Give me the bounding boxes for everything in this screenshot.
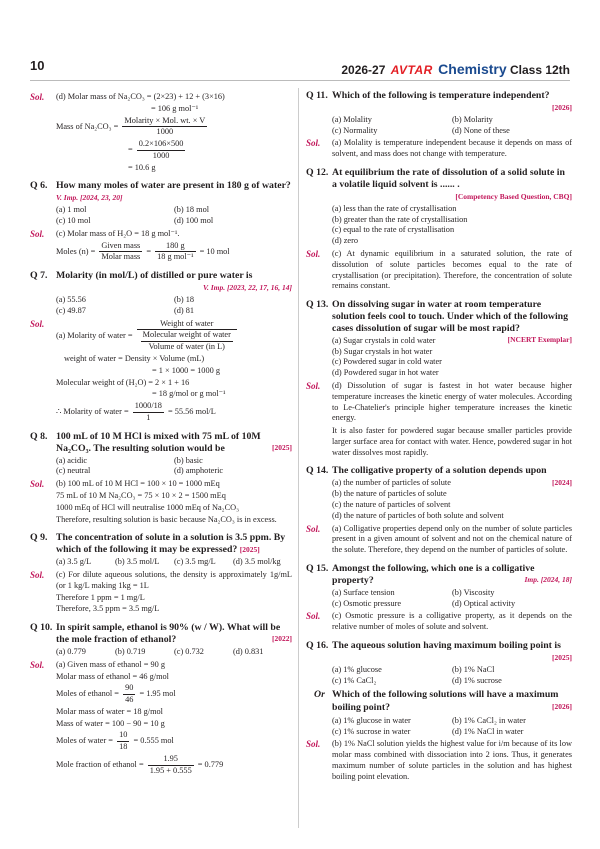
edition-year: 2026-27 bbox=[341, 63, 386, 77]
option: (a) 3.5 g/L bbox=[56, 557, 92, 567]
sol-line: 75 mL of 10 M Na₂CO₃ = 75 × 10 × 2 = 1500 mEq bbox=[56, 490, 226, 500]
denominator: 18 g mol⁻¹ bbox=[157, 252, 194, 262]
solution-q13 bbox=[306, 381, 572, 458]
option: (d) Powdered sugar in hot water bbox=[332, 368, 439, 378]
option: (c) 49.87 bbox=[56, 305, 86, 315]
option: (c) 0.732 bbox=[174, 646, 204, 656]
numerator: 1.95 bbox=[148, 754, 194, 766]
option: (b) greater than the rate of crystallisation bbox=[332, 214, 468, 224]
fraction bbox=[155, 241, 195, 264]
option: (c) 3.5 mg/L bbox=[174, 557, 216, 567]
right-column bbox=[306, 90, 572, 782]
fraction bbox=[123, 683, 135, 706]
solution-q12 bbox=[306, 249, 572, 292]
question-number: Q 8. bbox=[30, 430, 48, 442]
subject-title: Chemistry bbox=[438, 61, 507, 77]
publisher-logo: AVTAR bbox=[390, 63, 433, 77]
option: (b) 1% CaCl₂ in water bbox=[452, 715, 526, 725]
year-tag: [2022] bbox=[272, 634, 292, 643]
numerator: 0.2×106×500 bbox=[137, 139, 186, 151]
eq-rhs: = 1.95 mol bbox=[139, 689, 176, 699]
sol-line: Therefore, resulting solution is basic because Na₂CO₃ is in excess. bbox=[56, 514, 277, 524]
option: (c) 1% CaCl₂ bbox=[332, 675, 377, 685]
question-q15 bbox=[306, 563, 572, 587]
header-rule bbox=[30, 80, 570, 81]
question-number: Q 6. bbox=[30, 180, 48, 192]
eq-lhs: Mole fraction of ethanol = bbox=[56, 760, 144, 770]
options bbox=[306, 204, 572, 247]
option: (c) Normality bbox=[332, 125, 378, 135]
question-text: Molarity (in mol/L) of distilled or pure water is bbox=[56, 270, 253, 282]
option: (b) 18 mol bbox=[174, 205, 210, 215]
option: (d) zero bbox=[332, 236, 359, 246]
option: (d) 0.831 bbox=[233, 646, 264, 656]
importance-tag: Imp. [2024, 18] bbox=[524, 574, 572, 584]
option: (b) Viscosity bbox=[452, 587, 495, 597]
numerator: 180 g bbox=[155, 241, 195, 253]
sol-label: Sol. bbox=[306, 138, 321, 149]
solution-q8 bbox=[30, 479, 292, 525]
class-label: Class 12th bbox=[509, 63, 570, 77]
fraction bbox=[99, 241, 142, 264]
option: (c) the nature of particles of solvent bbox=[332, 499, 451, 509]
or-label: Or bbox=[314, 689, 325, 701]
sol-line: = 1 × 1000 = 1000 g bbox=[152, 365, 220, 375]
importance-tag: V. Imp. [2024, 23, 20] bbox=[56, 193, 123, 203]
sol-line: 1000 mEq of HCl will neutralise 1000 mEq of Na₂CO₃ bbox=[56, 502, 239, 512]
sol-line: (a) Given mass of ethanol = 90 g bbox=[56, 659, 166, 669]
option bbox=[332, 478, 572, 489]
option: (a) 1 mol bbox=[56, 205, 87, 215]
question-text: In spirit sample, ethanol is 90% (w / W). What will be the mole fraction of ethanol? bbox=[56, 622, 281, 645]
question-text: 100 mL of 10 M HCl is mixed with 75 mL of 10M Na₂CO₃. The resulting solution would be bbox=[56, 430, 261, 454]
question-number: Q 10. bbox=[30, 622, 53, 634]
option: (b) Molarity bbox=[452, 114, 493, 124]
sol-text: (a) Colligative properties depend only on the number of solute particles present in a given amount of solvent and not on the chemical nature of the solute. Therefore, they depend on the number of particles of solute. bbox=[332, 523, 572, 555]
solution-q11 bbox=[306, 138, 572, 160]
equals-sign: = bbox=[128, 145, 133, 155]
option: (b) the nature of particles of solute bbox=[332, 489, 447, 499]
option: (d) None of these bbox=[452, 125, 510, 135]
importance-tag: V. Imp. [2023, 22, 17, 16, 14] bbox=[202, 283, 292, 293]
option: (b) basic bbox=[174, 455, 203, 465]
equals-sign: = bbox=[146, 246, 152, 256]
option: (b) 18 bbox=[174, 295, 195, 305]
sol-label: Sol. bbox=[30, 318, 45, 329]
sol-equation bbox=[56, 116, 292, 139]
sol-label: Sol. bbox=[306, 739, 321, 750]
eq-lhs: (a) Molarity of water = bbox=[56, 330, 133, 340]
question-q9 bbox=[30, 532, 292, 556]
option: (a) Sugar crystals in cold water bbox=[332, 335, 436, 345]
sol-text: (a) Molality is temperature independent because it depends on mass of solvent, and mass does not change with temperature. bbox=[332, 138, 572, 159]
question-q16 bbox=[306, 640, 572, 664]
option: (c) equal to the rate of crystallisation bbox=[332, 225, 455, 235]
denominator: 1000 bbox=[156, 127, 174, 137]
question-number: Q 11. bbox=[306, 90, 328, 101]
option: (c) neutral bbox=[56, 466, 91, 476]
option-text: (a) the number of particles of solute bbox=[332, 478, 451, 488]
fraction bbox=[137, 139, 186, 162]
eq-lhs: Mass of Na₂CO₃ = bbox=[56, 121, 119, 131]
question-number: Q 15. bbox=[306, 562, 329, 574]
option: (d) 3.5 mol/kg bbox=[233, 557, 281, 567]
question-text: On dissolving sugar in water at room temperature solution feels cool to touch. Under which of the following cases dissolution of sugar will be most rapid? bbox=[332, 299, 569, 334]
question-text: How many moles of water are present in 180 g of water? bbox=[56, 180, 291, 192]
sol-equation bbox=[56, 683, 292, 706]
question-number: Q 7. bbox=[30, 270, 48, 282]
alternate-question bbox=[306, 689, 572, 714]
options bbox=[30, 557, 292, 568]
numerator: 1000/18 bbox=[133, 401, 164, 413]
options bbox=[30, 295, 292, 317]
sol-text: (b) 1% NaCl solution yields the highest value for i/m because of its low molar mass combined with dissociation into 2 ions. Thus, it generates maximum number of solute particles in the solution and has highest boiling point elevation. bbox=[332, 739, 572, 781]
solution-q7 bbox=[30, 319, 292, 424]
sol-line: Molar mass of water = 18 g/mol bbox=[56, 706, 163, 716]
option: (d) amphoteric bbox=[174, 466, 224, 476]
option: (b) 0.719 bbox=[115, 646, 146, 656]
denominator: 46 bbox=[125, 695, 134, 705]
sol-line: weight of water = Density × Volume (mL) bbox=[64, 354, 205, 364]
question-number: Q 12. bbox=[306, 167, 329, 178]
sol-equation bbox=[56, 241, 292, 264]
column-divider bbox=[298, 88, 299, 828]
option: (d) 81 bbox=[174, 305, 195, 315]
denominator: Volume of water (in L) bbox=[148, 342, 225, 352]
question-number: Q 14. bbox=[306, 465, 329, 477]
page-number: 10 bbox=[30, 58, 45, 73]
eq-lhs: Moles of ethanol = bbox=[56, 689, 119, 699]
option: (d) the nature of particles of both solute and solvent bbox=[332, 510, 504, 520]
option: (a) Surface tension bbox=[332, 587, 395, 597]
year-tag: [2026] bbox=[552, 102, 572, 112]
sol-label: Sol. bbox=[30, 659, 45, 670]
denominator: Molar mass bbox=[101, 252, 141, 262]
option: (c) 10 mol bbox=[56, 216, 91, 226]
sol-equation bbox=[56, 730, 292, 753]
sol-line: Therefore 1 ppm = 1 mg/L bbox=[56, 592, 145, 602]
left-column bbox=[30, 90, 292, 778]
denominator: 1000 bbox=[152, 150, 170, 160]
option: (a) 0.779 bbox=[56, 646, 86, 656]
option: (b) 1% NaCl bbox=[452, 664, 495, 674]
denominator bbox=[137, 330, 237, 353]
sol-line: = 106 g mol⁻¹ bbox=[151, 103, 199, 113]
option: (d) 1% sucrose bbox=[452, 675, 502, 685]
solution-q9 bbox=[30, 570, 292, 615]
eq-lhs: Moles of water = bbox=[56, 736, 113, 746]
sol-label: Sol. bbox=[306, 248, 321, 259]
sol-label: Sol. bbox=[306, 381, 321, 391]
solution-q14 bbox=[306, 524, 572, 556]
numerator: Given mass bbox=[99, 241, 142, 253]
source-tag: [Competency Based Question, CBQ] bbox=[455, 191, 572, 201]
sol-line: (d) Molar mass of Na₂CO₃ = (2×23) + 12 + (3×16) bbox=[56, 92, 225, 101]
year-tag: [2025] bbox=[239, 545, 260, 555]
sol-label: Sol. bbox=[30, 92, 45, 102]
question-q6 bbox=[30, 180, 292, 204]
option: (c) Osmotic pressure bbox=[332, 598, 402, 608]
option: (d) 100 mol bbox=[174, 216, 214, 226]
options bbox=[306, 665, 572, 687]
denominator: 1.95 + 0.555 bbox=[149, 765, 192, 775]
year-tag: [2025] bbox=[272, 442, 292, 452]
question-number: Q 13. bbox=[306, 299, 329, 311]
question-q7 bbox=[30, 270, 292, 294]
option: (b) 3.5 mol/L bbox=[115, 557, 160, 567]
solution-q5 bbox=[30, 92, 292, 173]
fraction bbox=[133, 401, 164, 424]
sol-text: It is also faster for powdered sugar because smaller particles provide larger surface area for contact with water. Hence, powdered sugar in hot water dissolves most rapidly. bbox=[332, 426, 572, 457]
options bbox=[306, 716, 572, 738]
question-text: The aqueous solution having maximum boiling point is bbox=[332, 639, 561, 651]
numerator: 90 bbox=[123, 683, 135, 695]
fraction bbox=[122, 116, 207, 139]
eq-rhs: = 55.56 mol/L bbox=[168, 407, 216, 417]
question-q11 bbox=[306, 90, 572, 114]
question-q8 bbox=[30, 431, 292, 455]
options bbox=[306, 478, 572, 521]
options bbox=[306, 588, 572, 610]
sol-line: = 18 g/mol or g mol⁻¹ bbox=[152, 389, 226, 399]
question-q10 bbox=[30, 622, 292, 646]
denominator: 18 bbox=[119, 742, 128, 752]
fraction bbox=[137, 319, 237, 353]
sol-line: Molar mass of ethanol = 46 g/mol bbox=[56, 671, 169, 681]
option: (a) less than the rate of crystallisation bbox=[332, 203, 457, 213]
numerator: Molarity × Mol. wt. × V bbox=[122, 116, 207, 128]
sol-label: Sol. bbox=[30, 479, 45, 490]
sol-line: Therefore, 3.5 ppm = 3.5 mg/L bbox=[56, 604, 160, 614]
eq-rhs: = 0.555 mol bbox=[133, 736, 174, 746]
page-header bbox=[0, 0, 600, 80]
numerator: Molecular weight of water bbox=[141, 330, 233, 342]
question-q14 bbox=[306, 465, 572, 477]
sol-line: (c) Molar mass of H₂O = 18 g mol⁻¹. bbox=[56, 228, 180, 238]
option: (a) acidic bbox=[56, 455, 88, 465]
solution-q10 bbox=[30, 660, 292, 777]
year-tag: [2025] bbox=[552, 652, 572, 662]
denominator: 1 bbox=[146, 412, 151, 422]
eq-rhs: = 0.779 bbox=[197, 760, 224, 770]
numerator: Weight of water bbox=[137, 319, 237, 331]
options bbox=[30, 456, 292, 478]
question-text: Which of the following is temperature independent? bbox=[332, 90, 550, 101]
fraction bbox=[141, 330, 233, 353]
solution-q15 bbox=[306, 611, 572, 633]
option: (c) Powdered sugar in cold water bbox=[332, 357, 442, 367]
options bbox=[30, 647, 292, 658]
sol-equation bbox=[56, 754, 292, 777]
sol-line: = 10.6 g bbox=[128, 162, 156, 172]
sol-line: Mass of water = 100 − 90 = 10 g bbox=[56, 718, 165, 728]
question-number: Q 9. bbox=[30, 532, 48, 544]
source-tag: [NCERT Exemplar] bbox=[507, 334, 572, 344]
fraction bbox=[117, 730, 129, 753]
eq-lhs: ∴ Molarity of water = bbox=[56, 407, 129, 417]
sol-label: Sol. bbox=[306, 523, 321, 534]
option: (d) Optical activity bbox=[452, 598, 516, 608]
options bbox=[30, 205, 292, 227]
option: (b) Sugar crystals in hot water bbox=[332, 346, 433, 356]
question-q12 bbox=[306, 167, 572, 203]
eq-lhs: Moles (n) = bbox=[56, 246, 96, 256]
question-text: The colligative property of a solution depends upon bbox=[332, 465, 547, 477]
options bbox=[306, 115, 572, 137]
question-text: The concentration of solute in a solution is 3.5 ppm. By which of the following it may be expressed? bbox=[56, 532, 286, 556]
fraction bbox=[148, 754, 194, 777]
sol-equation bbox=[56, 401, 292, 424]
option: (a) 55.56 bbox=[56, 295, 86, 305]
sol-equation bbox=[56, 139, 292, 162]
solution-q6 bbox=[30, 229, 292, 263]
sol-line: (b) 100 mL of 10 M HCl = 100 × 10 = 1000 mEq bbox=[56, 479, 220, 489]
option: (a) Molality bbox=[332, 114, 372, 124]
year-tag: [2024] bbox=[552, 478, 572, 488]
sol-line: Molecular weight of (H₂O) = 2 × 1 + 16 bbox=[56, 377, 190, 387]
question-text: At equilibrium the rate of dissolution of a solid solute in a volatile liquid solvent is ...... . bbox=[332, 167, 565, 190]
numerator: 10 bbox=[117, 730, 129, 742]
sol-label: Sol. bbox=[30, 569, 45, 580]
option: (a) 1% glucose bbox=[332, 664, 382, 674]
sol-label: Sol. bbox=[306, 611, 321, 622]
question-number: Q 16. bbox=[306, 639, 329, 651]
question-text: Which of the following solutions will have a maximum boiling point? bbox=[332, 689, 559, 714]
solution-q16 bbox=[306, 739, 572, 782]
brand-line bbox=[341, 61, 570, 77]
eq-rhs: = 10 mol bbox=[199, 246, 230, 256]
option: (a) 1% glucose in water bbox=[332, 715, 411, 725]
option: (c) 1% sucrose in water bbox=[332, 726, 411, 736]
option: (d) 1% NaCl in water bbox=[452, 726, 524, 736]
sol-label: Sol. bbox=[30, 228, 45, 239]
sol-equation bbox=[56, 319, 292, 353]
sol-text: (c) At dynamic equilibrium in a saturated solution, the rate of dissolution of solute particles becomes equal to the rate of crystallisation (or precipitation). Therefore, the concentration of solute remains constant. bbox=[332, 248, 572, 291]
year-tag: [2026] bbox=[552, 702, 572, 712]
question-text: Amongst the following, which one is a colligative property? bbox=[332, 562, 535, 586]
sol-line: (c) For dilute aqueous solutions, the density is approximately 1g/mL (or 1 kg/L making 1kg = 1L bbox=[56, 569, 292, 590]
sol-text: (d) Dissolution of sugar is fastest in hot water because higher temperature increases the kinetic energy of water molecules. According to Le-Chatelier's principle higher temperature increases the kinetic energy. bbox=[332, 381, 572, 423]
sol-text: (c) Osmotic pressure is a colligative property, as it depends on the relative number of moles of solute and solvent. bbox=[332, 611, 572, 632]
